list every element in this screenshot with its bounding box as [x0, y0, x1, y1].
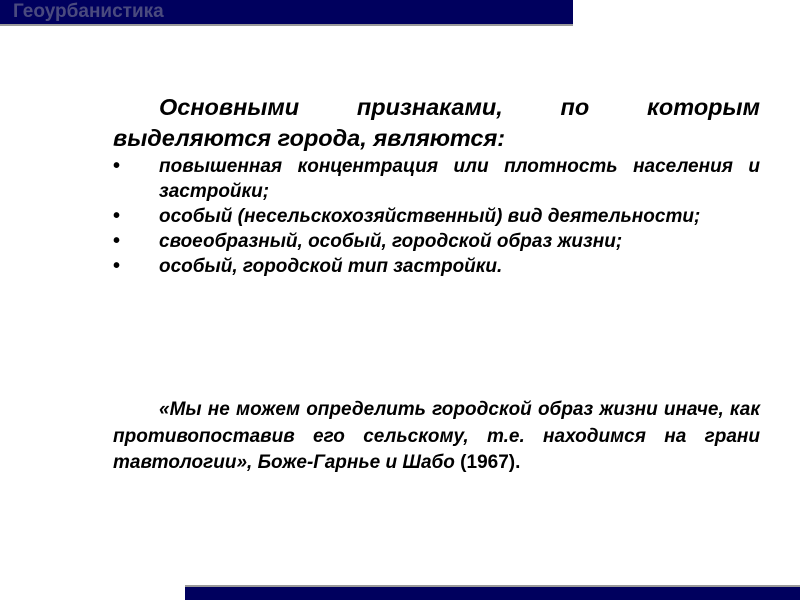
footer-bar: [185, 585, 800, 600]
quote-paragraph: [113, 397, 760, 477]
main-content: [113, 92, 760, 279]
list-item: [113, 229, 760, 254]
list-item-text: своеобразный, особый, городской образ жизни;: [159, 231, 623, 252]
quote-year: (1967).: [460, 452, 521, 473]
bullet-icon: •: [113, 230, 121, 252]
list-item-text: повышенная концентрация или плотность населения и застройки;: [159, 156, 760, 202]
header-bar: [0, 0, 573, 26]
bullet-icon: •: [113, 205, 121, 227]
list-item-text: особый, городской тип застройки.: [159, 256, 503, 277]
header-title: Геоурбанистика: [13, 1, 164, 22]
bullet-icon: •: [113, 255, 121, 277]
slide-heading: Основными признаками, по которым выделяются города, являются:: [113, 94, 760, 151]
list-item: [113, 154, 760, 204]
quote-text: «Мы не можем определить городской образ жизни иначе, как противопоставив его сельскому, т.е. находимся на грани тавтологии», Боже-Гарнье и Шабо: [113, 399, 760, 473]
list-item: [113, 254, 760, 279]
bullet-icon: •: [113, 155, 121, 177]
bullet-list: [113, 154, 760, 279]
list-item: [113, 204, 760, 229]
list-item-text: особый (несельскохозяйственный) вид деятельности;: [159, 206, 701, 227]
